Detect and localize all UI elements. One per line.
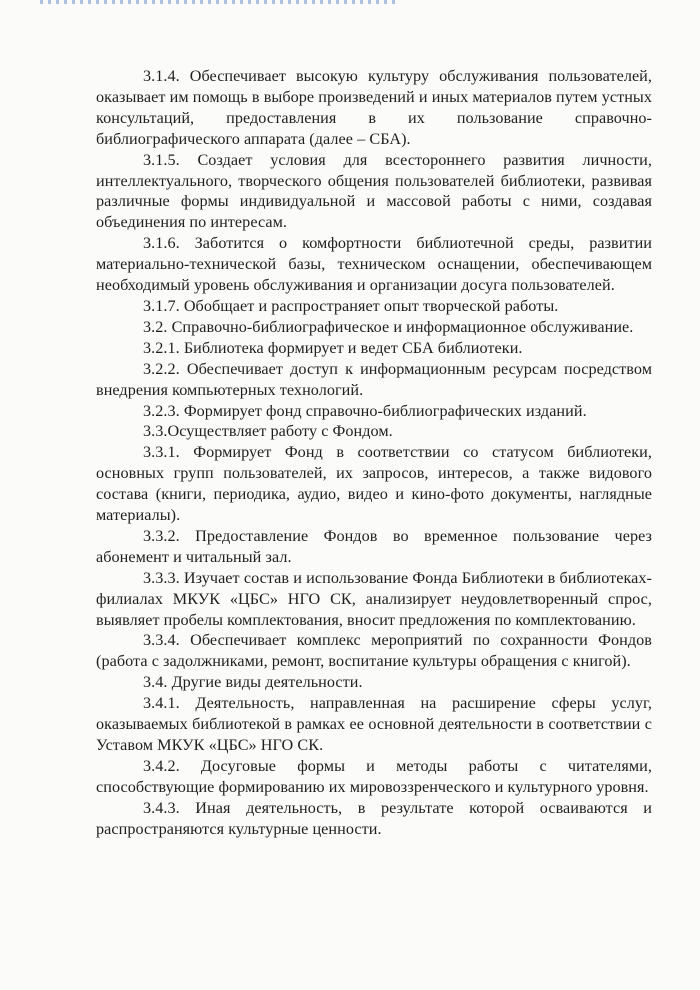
paragraph-3-2-3: 3.2.3. Формирует фонд справочно-библиографических изданий. (143, 401, 587, 420)
paragraph-3-1-7: 3.1.7. Обобщает и распространяет опыт творческой работы. (143, 296, 559, 315)
paragraph-3-4-1: 3.4.1. Деятельность, направленная на расширение сферы услуг, оказываемых библиотекой в рамках ее основной деятельности в соответствии с Уставом МКУК «ЦБС» НГО СК. (96, 694, 652, 754)
paragraph-3-1-6: 3.1.6. Заботится о комфортности библиотечной среды, развитии материально-технической базы, техническом оснащении, обеспечивающем необходимый уровень обслуживания и организации досуга пользователей. (96, 234, 652, 295)
paragraph-3-3: 3.3.Осуществляет работу с Фондом. (143, 422, 393, 441)
paragraph-3-1-4: 3.1.4. Обеспечивает высокую культуру обслуживания пользователей, оказывает им помощь в выборе произведений и иных материалов путем устных консультаций, предоставления в их пользование справочно-библиографического аппарата (далее – СБА). (96, 67, 652, 148)
paragraph-3-3-3: 3.3.3. Изучает состав и использование Фонда Библиотеки в библиотеках-филиалах МКУК «ЦБС» НГО СК, анализирует неудовлетворенный спрос, выявляет пробелы комплектования, вносит предложения по комплектованию. (96, 568, 652, 629)
paragraph-3-3-2: 3.3.2. Предоставление Фондов во временное пользование через абонемент и читальный зал. (96, 526, 652, 566)
paragraph-3-2: 3.2. Справочно-библиографическое и информационное обслуживание. (143, 317, 634, 336)
paragraph-3-4-2: 3.4.2. Досуговые формы и методы работы с читателями, способствующие формированию их мировоззренческого и культурного уровня. (96, 756, 652, 796)
paragraph-3-3-4: 3.3.4. Обеспечивает комплекс мероприятий по сохранности Фондов (работа с задолжниками, ремонт, воспитание культуры обращения с книгой). (96, 631, 652, 671)
paragraph-3-4-3: 3.4.3. Иная деятельность, в результате которой осваиваются и распространяются культурные ценности. (96, 798, 652, 838)
paragraph-3-2-2: 3.2.2. Обеспечивает доступ к информационным ресурсам посредством внедрения компьютерных технологий. (96, 359, 652, 399)
paragraph-3-3-1: 3.3.1. Формирует Фонд в соответствии со статусом библиотеки, основных групп пользователей, их запросов, интересов, а также видового состава (книги, периодика, аудио, видео и кино-фото документы, наглядные материалы). (96, 443, 652, 525)
paragraph-3-4: 3.4. Другие виды деятельности. (143, 673, 363, 692)
document-body (96, 66, 652, 840)
scan-edge-artifact (40, 0, 400, 4)
paragraph-3-2-1: 3.2.1. Библиотека формирует и ведет СБА библиотеки. (143, 338, 523, 357)
paragraph-3-1-5: 3.1.5. Создает условия для всестороннего развития личности, интеллектуального, творческого общения пользователей библиотеки, развивая различные формы индивидуальной и массовой работы с ними, создавая объединения по интересам. (96, 150, 652, 232)
